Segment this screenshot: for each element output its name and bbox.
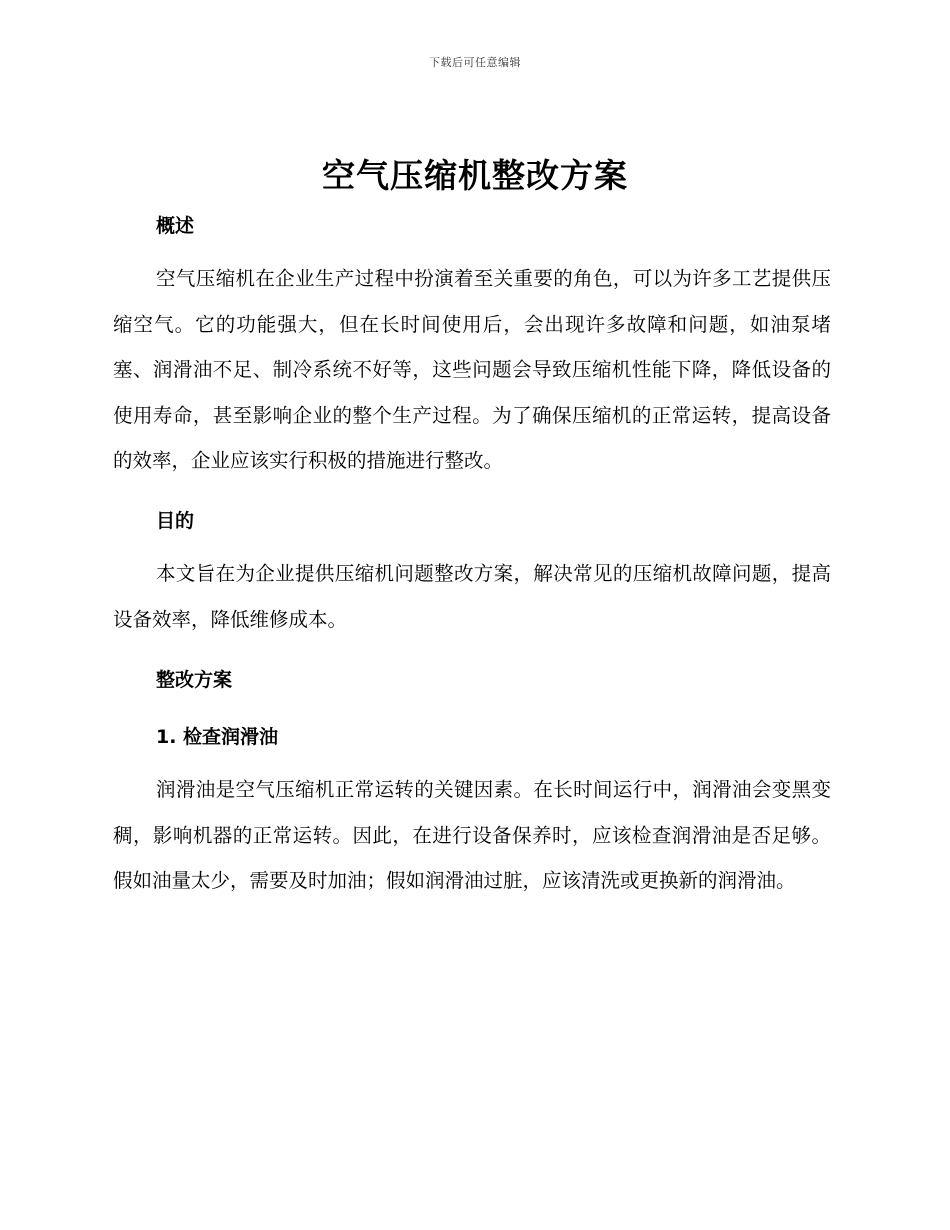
section-body-lubricant: 润滑油是空气压缩机正常运转的关键因素。在长时间运行中，润滑油会变黑变稠，影响机器的正常运转。因此，在进行设备保养时，应该检查润滑油是否足够。假如油量太少，需要及时加油；假如润滑油过脏，应该清洗或更换新的润滑油。	[113, 778, 831, 892]
section-heading-purpose: 目的	[156, 510, 195, 532]
section-body-purpose: 本文旨在为企业提供压缩机问题整改方案，解决常见的压缩机故障问题，提高设备效率，降低维修成本。	[113, 562, 831, 631]
section-heading-plan: 整改方案	[156, 669, 233, 691]
section-heading-overview: 概述	[156, 215, 195, 237]
header-note: 下载后可任意编辑	[429, 56, 521, 69]
section-body-overview: 空气压缩机在企业生产过程中扮演着至关重要的角色，可以为许多工艺提供压缩空气。它的功能强大，但在长时间使用后，会出现许多故障和问题，如油泵堵塞、润滑油不足、制冷系统不好等，这些问题会导致压缩机性能下降，降低设备的使用寿命，甚至影响企业的整个生产过程。为了确保压缩机的正常运转，提高设备的效率，企业应该实行积极的措施进行整改。	[113, 267, 831, 472]
document-title: 空气压缩机整改方案	[322, 156, 628, 195]
section-heading-lubricant: 1. 检查润滑油	[156, 726, 279, 748]
